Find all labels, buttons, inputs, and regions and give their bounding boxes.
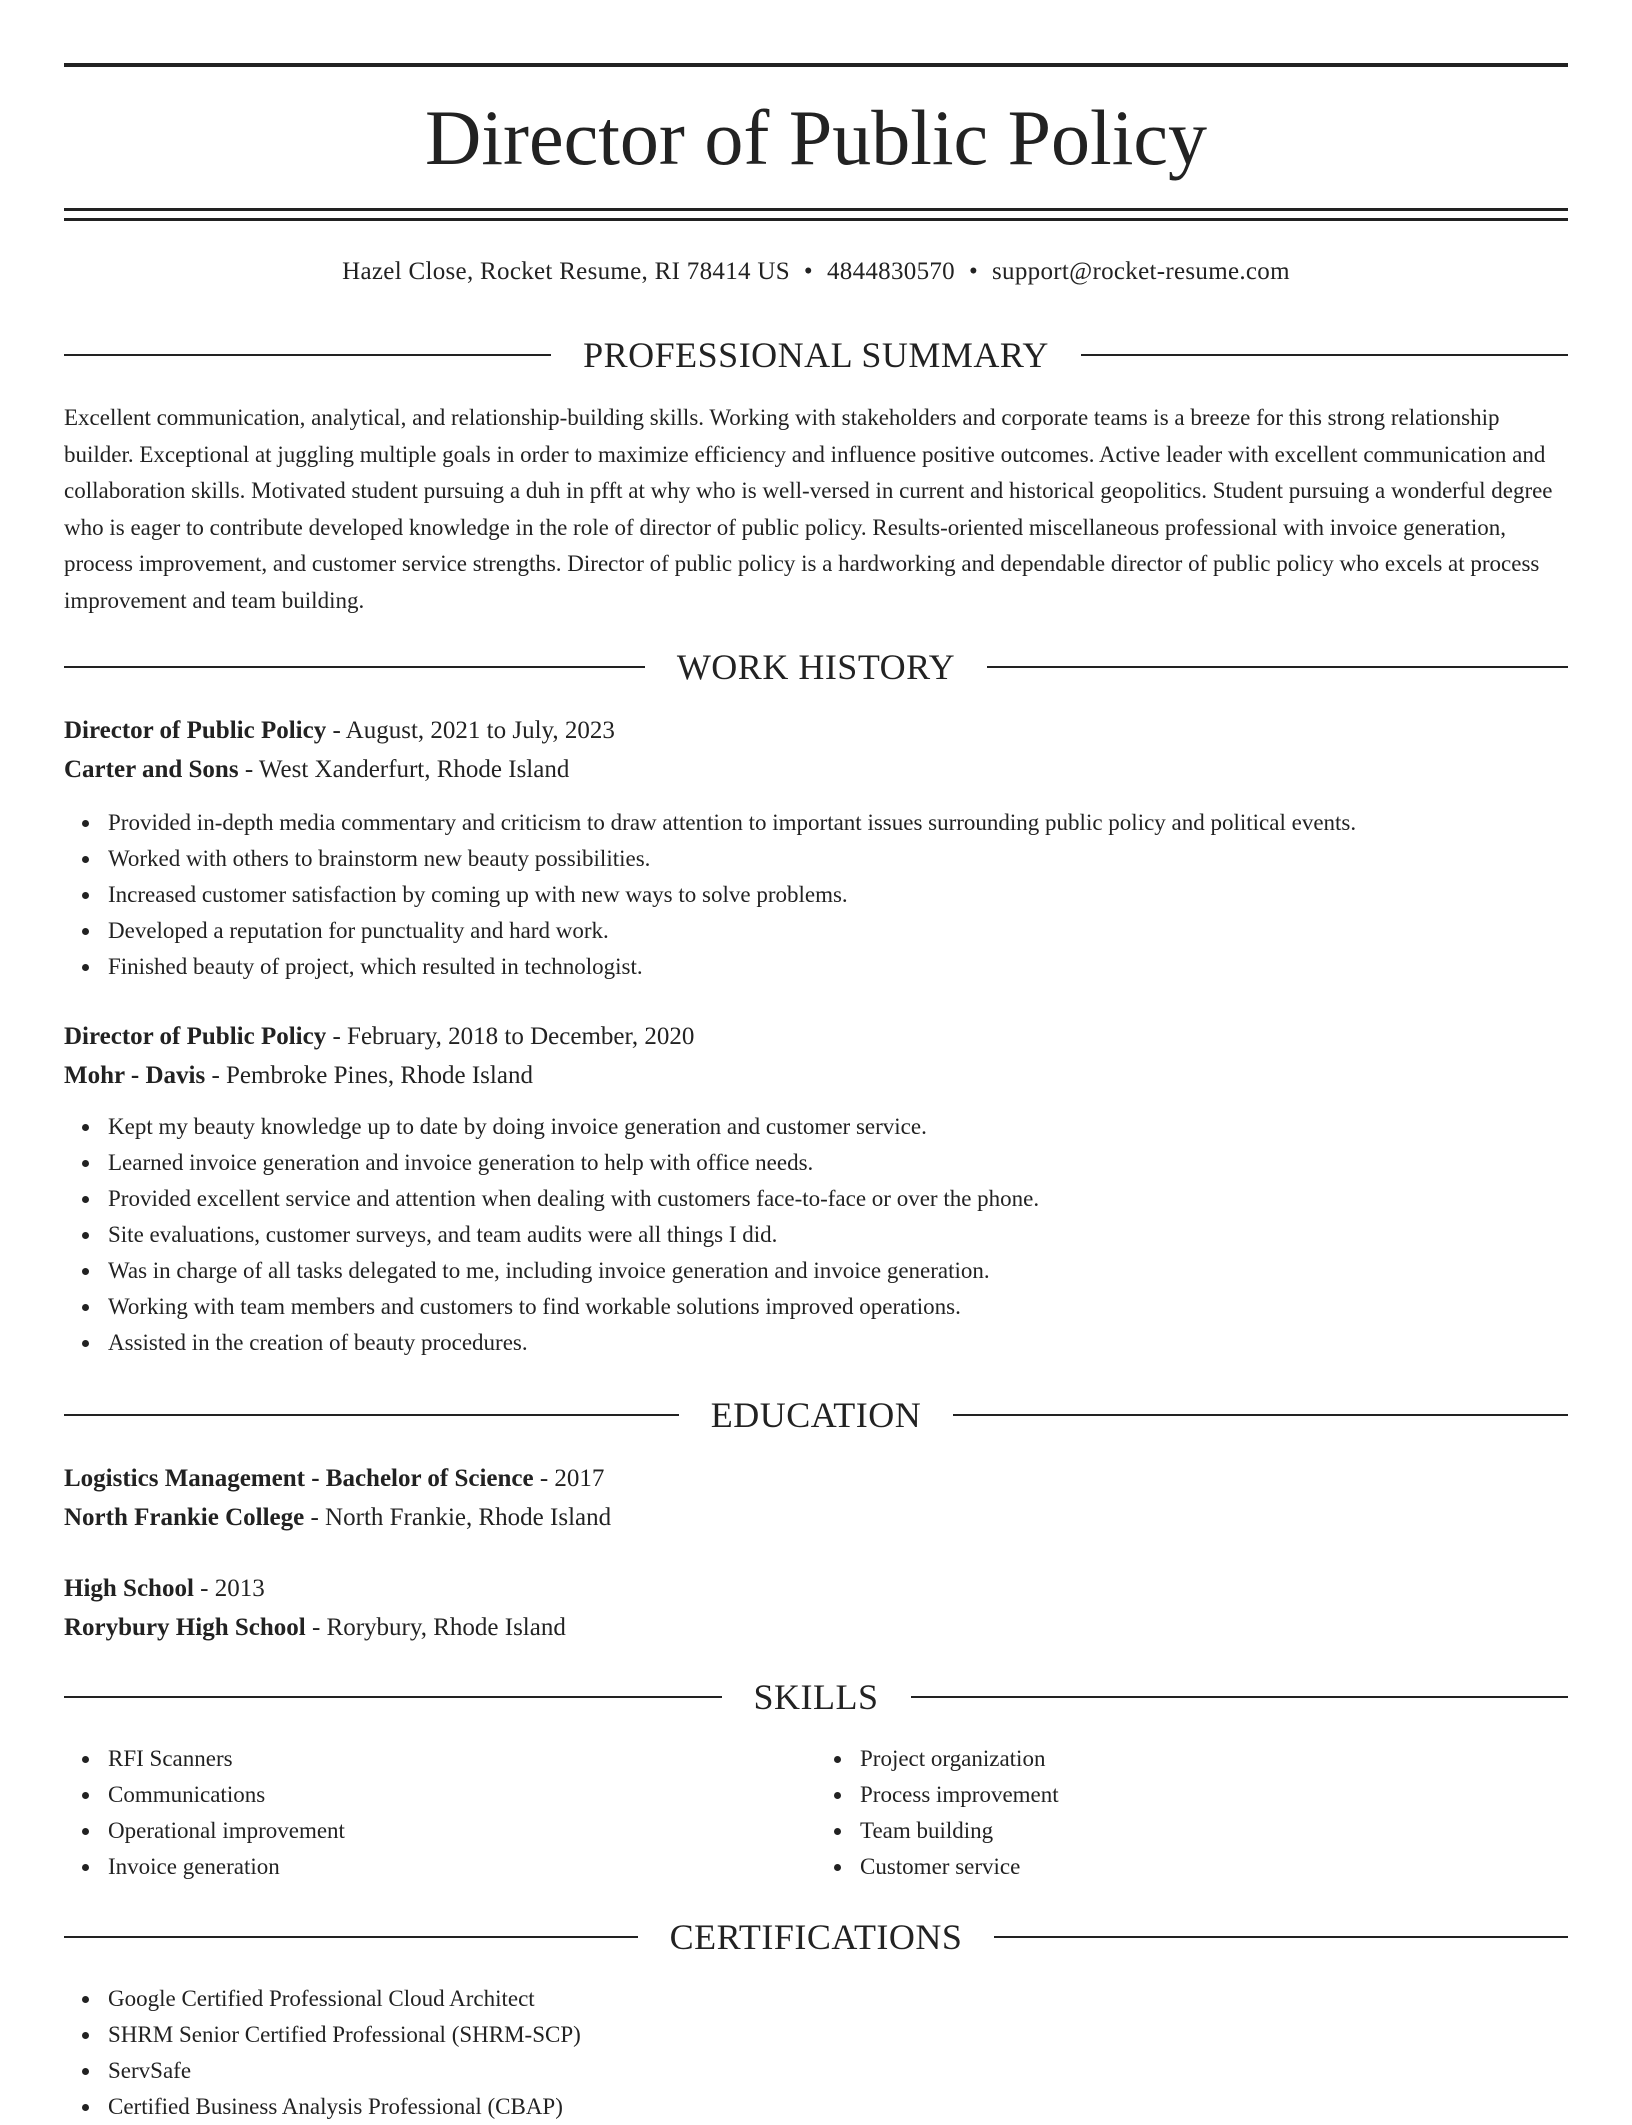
heading-rule (994, 1936, 1568, 1938)
heading-rule (911, 1696, 1569, 1698)
job-location: - West Xanderfurt, Rhode Island (238, 756, 570, 783)
list-item: Increased customer satisfaction by coming up with new ways to solve problems. (108, 877, 1568, 913)
contact-separator: • (968, 258, 979, 285)
school-location: - North Frankie, Rhode Island (304, 1504, 612, 1531)
job-dates: - August, 2021 to July, 2023 (326, 717, 615, 744)
degree-name: High School (64, 1575, 194, 1602)
school-line (64, 1608, 1568, 1647)
list-item: Worked with others to brainstorm new beauty possibilities. (108, 841, 1568, 877)
skills-column-left (64, 1741, 816, 1885)
list-item: Kept my beauty knowledge up to date by doing invoice generation and customer service. (108, 1109, 1568, 1145)
certifications-list (64, 1981, 1568, 2125)
contact-email: support@rocket-resume.com (992, 258, 1290, 285)
section-heading-skills (64, 1675, 1568, 1719)
list-item: Developed a reputation for punctuality and hard work. (108, 913, 1568, 949)
heading-rule (64, 354, 551, 356)
school-name: Rorybury High School (64, 1614, 306, 1641)
graduation-year: - 2013 (193, 1575, 265, 1602)
school-location: - Rorybury, Rhode Island (305, 1614, 566, 1641)
skill-item: RFI Scanners (108, 1741, 816, 1777)
contact-address: Hazel Close, Rocket Resume, RI 78414 US (342, 258, 790, 285)
section-title: SKILLS (753, 1677, 879, 1717)
degree-name: Logistics Management - Bachelor of Science (64, 1465, 534, 1492)
job-duties-list (64, 805, 1568, 985)
contact-line (64, 252, 1568, 292)
certification-item: ServSafe (108, 2053, 1568, 2089)
list-item: Site evaluations, customer surveys, and team audits were all things I did. (108, 1217, 1568, 1253)
heading-rule (987, 666, 1568, 668)
section-heading-work-history (64, 645, 1568, 689)
section-title: EDUCATION (710, 1395, 922, 1435)
education-entry (64, 1459, 1568, 1537)
list-item: Learned invoice generation and invoice generation to help with office needs. (108, 1145, 1568, 1181)
list-item: Working with team members and customers to find workable solutions improved operations. (108, 1289, 1568, 1325)
job-entry (64, 1017, 1568, 1361)
heading-rule (1081, 354, 1568, 356)
skills-list (64, 1741, 1568, 1885)
job-title: Director of Public Policy (64, 1023, 327, 1050)
heading-rule (953, 1414, 1568, 1416)
job-company: Carter and Sons (64, 756, 239, 783)
job-location: - Pembroke Pines, Rhode Island (205, 1062, 533, 1089)
job-entry (64, 711, 1568, 985)
top-rule (64, 63, 1568, 67)
job-title-line (64, 711, 1568, 750)
certification-item: Certified Business Analysis Professional (CBAP) (108, 2089, 1568, 2125)
heading-rule (64, 666, 645, 668)
title-double-rule (64, 208, 1568, 221)
section-heading-education (64, 1393, 1568, 1437)
contact-separator: • (803, 258, 813, 285)
resume-title: Director of Public Policy (424, 94, 1208, 181)
degree-line (64, 1459, 1568, 1498)
skill-item: Project organization (860, 1741, 1568, 1777)
heading-rule (64, 1936, 638, 1938)
job-title: Director of Public Policy (64, 717, 327, 744)
skill-item: Operational improvement (108, 1813, 816, 1849)
list-item: Was in charge of all tasks delegated to me, including invoice generation and invoice generation. (108, 1253, 1568, 1289)
skill-item: Communications (108, 1777, 816, 1813)
skill-item: Process improvement (860, 1777, 1568, 1813)
school-name: North Frankie College (64, 1504, 305, 1531)
list-item: Assisted in the creation of beauty procedures. (108, 1325, 1568, 1361)
job-dates: - February, 2018 to December, 2020 (326, 1023, 695, 1050)
list-item: Provided excellent service and attention when dealing with customers face-to-face or over the phone. (108, 1181, 1568, 1217)
job-duties-list (64, 1109, 1568, 1361)
section-title: WORK HISTORY (676, 647, 956, 687)
summary-text: Excellent communication, analytical, and relationship-building skills. Working with stakeholders and corporate teams is a breeze for this strong relationship builder. Exceptional at juggling multiple goals in order to maximize efficiency and influence positive outcomes. Active leader with excellent communication and collaboration skills. Motivated student pursuing a duh in pfft at why who is well-versed in current and historical geopolitics. Student pursuing a wonderful degree who is eager to contribute developed knowledge in the role of director of public policy. Results-oriented miscellaneous professional with invoice generation, process improvement, and customer service strengths. Director of public policy is a hardworking and dependable director of public policy who excels at process improvement and team building. (64, 405, 1553, 613)
section-title: PROFESSIONAL SUMMARY (583, 335, 1049, 375)
section-heading-summary (64, 333, 1568, 377)
job-company-line (64, 750, 1568, 789)
contact-phone: 4844830570 (826, 258, 955, 285)
skill-item: Team building (860, 1813, 1568, 1849)
skills-column-right (816, 1741, 1568, 1885)
skill-item: Invoice generation (108, 1849, 816, 1885)
section-heading-certifications (64, 1915, 1568, 1959)
job-company: Mohr - Davis (64, 1062, 206, 1089)
list-item: Provided in-depth media commentary and criticism to draw attention to important issues surrounding public policy and political events. (108, 805, 1568, 841)
list-item: Finished beauty of project, which resulted in technologist. (108, 949, 1568, 985)
graduation-year: - 2017 (533, 1465, 605, 1492)
job-title-line (64, 1017, 1568, 1056)
heading-rule (64, 1414, 679, 1416)
certifications-list-block (64, 1981, 1568, 2125)
education-entry (64, 1569, 1568, 1647)
section-title: CERTIFICATIONS (669, 1917, 963, 1957)
job-company-line (64, 1056, 1568, 1095)
heading-rule (64, 1696, 722, 1698)
school-line (64, 1498, 1568, 1537)
certification-item: Google Certified Professional Cloud Architect (108, 1981, 1568, 2017)
certification-item: SHRM Senior Certified Professional (SHRM-SCP) (108, 2017, 1568, 2053)
degree-line (64, 1569, 1568, 1608)
skill-item: Customer service (860, 1849, 1568, 1885)
